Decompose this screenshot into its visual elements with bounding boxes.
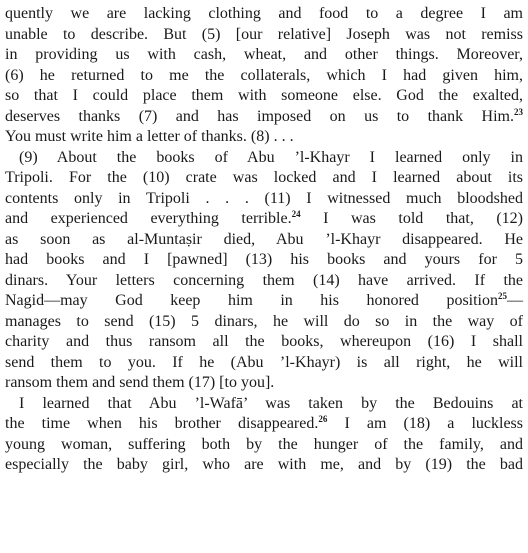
footnote-marker[interactable]: 26 xyxy=(318,414,328,424)
text-line xyxy=(5,435,523,456)
paragraph xyxy=(5,394,523,476)
text-line xyxy=(5,312,523,333)
text-line xyxy=(5,45,523,66)
text-line xyxy=(5,25,523,46)
footnote-marker[interactable]: 23 xyxy=(514,106,523,117)
text-line xyxy=(5,414,523,435)
footnote-marker[interactable]: 24 xyxy=(291,209,301,219)
line-text-continued: — xyxy=(507,292,523,309)
line-text-continued: I am (18) a luckless xyxy=(327,415,524,432)
document-page xyxy=(5,4,523,476)
text-line xyxy=(5,189,523,210)
line-text: (6) he returned to me the collaterals, which I had given him, xyxy=(5,66,523,84)
line-text: ransom them and send them (17) [to you]. xyxy=(5,374,275,391)
paragraph xyxy=(5,4,523,148)
line-text: as soon as al-Muntaṣir died, Abu ’l-Khayr disappeared. He xyxy=(5,230,523,248)
line-text: (9) About the books of Abu ’l-Khayr I learned only in xyxy=(19,148,523,166)
text-line xyxy=(5,271,523,292)
line-text: young woman, suffering both by the hunger of the family, and xyxy=(5,435,523,453)
paragraph xyxy=(5,148,523,394)
text-line xyxy=(5,148,523,169)
text-line xyxy=(5,4,523,25)
line-text: unable to describe. But (5) [our relative] Joseph was not remiss xyxy=(5,25,523,43)
text-line xyxy=(5,291,523,312)
text-line xyxy=(5,250,523,271)
text-line xyxy=(5,455,523,476)
line-text: and experienced everything terrible. xyxy=(5,210,292,227)
line-text: charity and thus ransom all the books, whereupon (16) I shall xyxy=(5,333,523,350)
line-text: You must write him a letter of thanks. (8) . . . xyxy=(5,128,294,145)
text-line xyxy=(5,230,523,251)
line-text: in providing us with cash, wheat, and other things. Moreover, xyxy=(5,46,523,63)
text-line xyxy=(5,394,523,415)
text-line xyxy=(5,66,523,87)
line-text: Tripoli. For the (10) crate was locked and I learned about its xyxy=(5,169,523,186)
footnote-marker[interactable]: 25 xyxy=(498,291,507,301)
text-line xyxy=(5,353,523,374)
line-text: send them to you. If he (Abu ’l-Khayr) is all right, he will xyxy=(5,353,523,371)
line-text: contents only in Tripoli . . . (11) I witnessed much bloodshed xyxy=(5,189,523,207)
line-text: deserves thanks (7) and has imposed on us to thank Him. xyxy=(5,107,514,125)
text-line xyxy=(5,127,523,148)
line-text-continued: I was told that, (12) xyxy=(300,210,523,227)
line-text: I learned that Abu ’l-Wafā’ was taken by the Bedouins at xyxy=(19,394,523,412)
text-line xyxy=(5,332,523,353)
line-text: especially the baby girl, who are with me, and by (19) the bad xyxy=(5,456,523,473)
text-line xyxy=(5,209,523,230)
line-text: had books and I [pawned] (13) his books and yours for 5 xyxy=(5,251,523,268)
text-line xyxy=(5,86,523,107)
line-text: so that I could place them with someone else. God the exalted, xyxy=(5,87,523,104)
line-text: Nagid—may God keep him in his honored position xyxy=(5,292,498,309)
text-line xyxy=(5,168,523,189)
line-text: the time when his brother disappeared. xyxy=(5,415,319,432)
line-text: manages to send (15) 5 dinars, he will do so in the way of xyxy=(5,312,523,330)
line-text: quently we are lacking clothing and food to a degree I am xyxy=(5,5,523,22)
line-text: dinars. Your letters concerning them (14) have arrived. If the xyxy=(5,271,523,289)
text-line xyxy=(5,373,523,394)
text-line xyxy=(5,107,523,128)
